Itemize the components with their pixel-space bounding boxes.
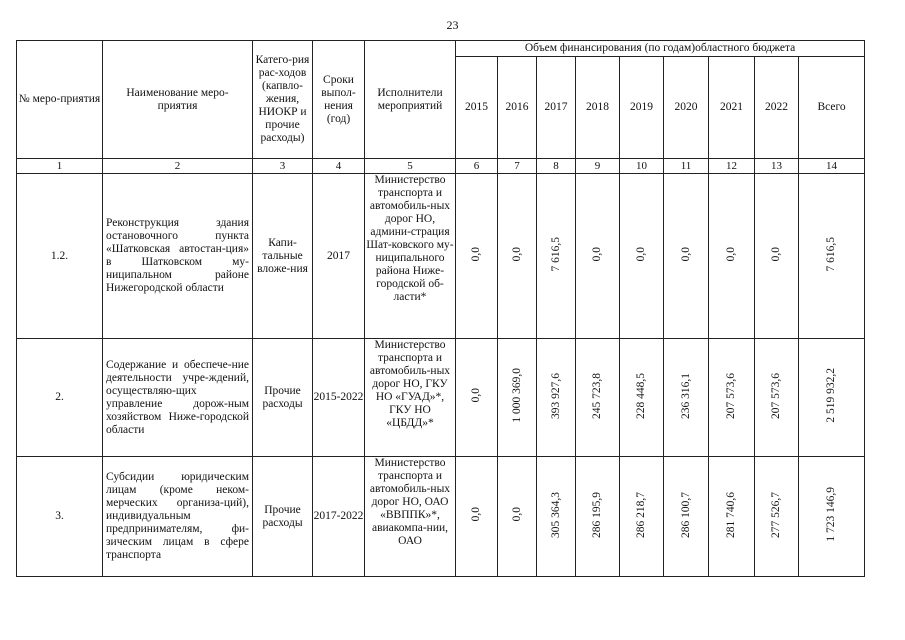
header-year: 2020 [664,57,709,159]
row-total: 1 723 146,9 [825,487,838,542]
table-row [17,174,865,339]
funding-table [16,40,865,577]
row-value: 286 218,7 [635,491,647,538]
page-number: 23 [446,18,459,32]
row-value: 305 364,3 [549,491,562,538]
row-value: 0,0 [510,507,523,522]
header-year: 2016 [498,57,537,159]
row-value: 0,0 [591,246,603,262]
header-name: Наименование меро-приятия [103,41,253,159]
row-num: 3. [17,457,103,577]
row-value: 277 526,7 [770,491,782,538]
row-value: 7 616,5 [549,236,562,272]
row-value: 236 316,1 [679,372,692,419]
row-executors: Министерство транспорта и автомобиль-ных дорог НО, ГКУ НО «ГУАД»*, ГКУ НО «ЦБДД»* [365,339,456,457]
row-executors: Министерство транспорта и автомобиль-ных дорог НО, ОАО «ВВППК»*, авиакомпа-нии, ОАО [365,457,456,577]
header-year: 2022 [755,57,799,159]
column-number: 4 [313,159,365,174]
header-category: Катего-рия рас-ходов (капвло-жения, НИОКР и прочие расходы) [253,41,313,159]
row-category: Капи-тальные вложе-ния [253,174,313,339]
header-total: Всего [799,57,865,159]
row-name: Реконструкция здания остановочного пункта «Шатковская автостан-ция» в Шатковском му-ниципальном районе Нижегородской области [103,174,253,339]
row-value: 0,0 [679,246,692,262]
row-num: 1.2. [17,174,103,339]
column-number: 9 [576,159,620,174]
row-value: 0,0 [635,246,647,262]
header-term: Сроки выпол-нения (год) [313,41,365,159]
column-number: 1 [17,159,103,174]
row-value: 1 000 369,0 [510,368,523,423]
column-number: 7 [498,159,537,174]
table-row [17,457,865,577]
row-value: 0,0 [725,246,737,262]
row-value: 0,0 [510,246,523,262]
column-number: 10 [620,159,664,174]
row-total: 2 519 932,2 [825,368,838,423]
row-executors: Министерство транспорта и автомобиль-ных дорог НО, админи-страция Шат-ковского му-ниципального района Нижe-городской об-ласти* [365,174,456,339]
header-year: 2019 [620,57,664,159]
column-number: 12 [709,159,755,174]
row-num: 2. [17,339,103,457]
header-year: 2018 [576,57,620,159]
row-value: 207 573,6 [725,372,737,419]
row-value: 0,0 [770,246,782,262]
column-number: 8 [537,159,576,174]
row-value: 286 195,9 [591,491,603,538]
header-year: 2017 [537,57,576,159]
row-value: 0,0 [470,246,482,262]
column-number: 6 [456,159,498,174]
row-total: 7 616,5 [825,236,838,272]
header-num: № меро-приятия [17,41,103,159]
column-number: 13 [755,159,799,174]
header-year: 2015 [456,57,498,159]
row-value: 0,0 [470,388,482,403]
row-name: Субсидии юридическим лицам (кроме неком-мерческих организа-ций), индивидуальным предпринимателям, фи-зическим лицам в сфере транспорта [103,457,253,577]
row-term: 2017-2022 [313,457,365,577]
table-row [17,339,865,457]
row-category: Прочие расходы [253,457,313,577]
row-value: 281 740,6 [725,491,737,538]
row-value: 393 927,6 [549,372,562,419]
row-value: 245 723,8 [591,372,603,419]
column-number: 14 [799,159,865,174]
row-category: Прочие расходы [253,339,313,457]
row-term: 2017 [313,174,365,339]
row-value: 0,0 [470,507,482,522]
column-number: 5 [365,159,456,174]
column-number: 2 [103,159,253,174]
row-value: 207 573,6 [770,372,782,419]
header-executors: Исполнители мероприятий [365,41,456,159]
row-term: 2015-2022 [313,339,365,457]
column-number: 11 [664,159,709,174]
header-funding: Объем финансирования (по годам)областного бюджета [456,41,865,57]
row-value: 286 100,7 [679,491,692,538]
column-number: 3 [253,159,313,174]
row-value: 228 448,5 [635,372,647,419]
header-year: 2021 [709,57,755,159]
row-name: Содержание и обеспече-ние деятельности учре-ждений, осуществляю-щих управление дорож-ным хозяйством Ниже-городской области [103,339,253,457]
